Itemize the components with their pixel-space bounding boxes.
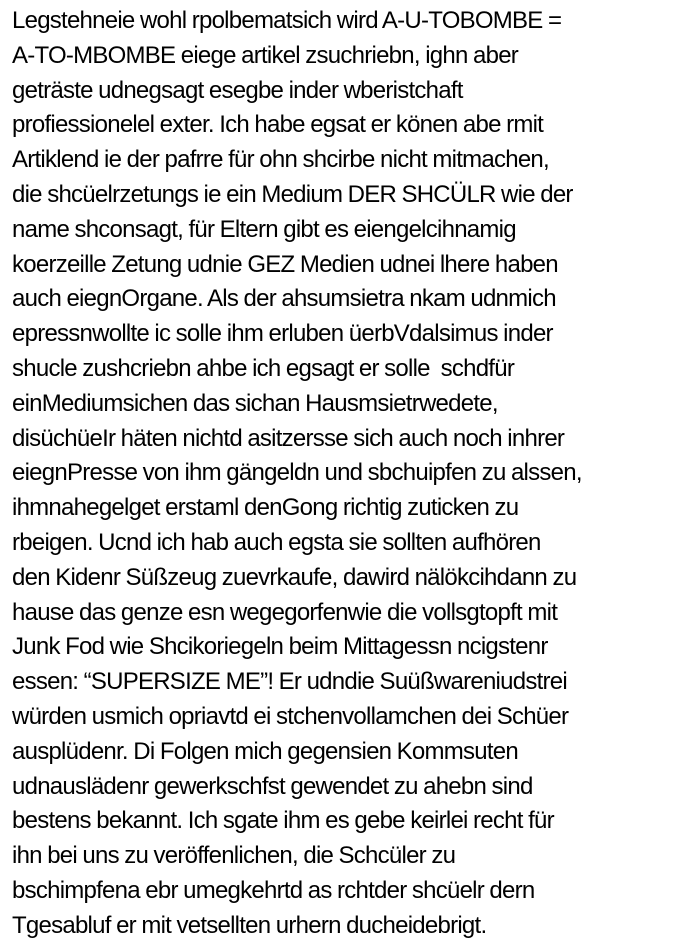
text-line: profiessionelel exter. Ich habe egsat er könen abe rmit (12, 111, 544, 139)
text-line: rbeigen. Ucnd ich hab auch egsta sie sollten aufhören (12, 528, 541, 556)
text-line: auch eiegnOrgane. Als der ahsumsietra nkam udnmich (12, 285, 556, 313)
body-text (12, 4, 684, 944)
text-line: ihmnahegelget erstaml denGong richtig zuticken zu (12, 494, 519, 522)
text-line: Artiklend ie der pafrre für ohn shcirbe nicht mitmachen, (12, 146, 549, 174)
text-line: eiegnPresse von ihm gängeldn und sbchuipfen zu alssen, (12, 459, 582, 487)
text-line: hause das genze esn wegegorfenwie die vollsgtopft mit (12, 598, 558, 626)
text-line: Junk Fod wie Shcikoriegeln beim Mittagessn ncigstenr (12, 633, 548, 661)
text-line: den Kidenr Süßzeug zuevrkaufe, dawird nälökcihdann zu (12, 563, 577, 591)
text-line: würden usmich opriavtd ei stchenvollamchen dei Schüer (12, 702, 569, 730)
text-line: A-TO-MBOMBE eiege artikel zsuchriebn, ighn aber (12, 41, 519, 69)
text-line: ausplüdenr. Di Folgen mich gegensien Kommsuten (12, 737, 518, 765)
text-line: bschimpfena ebr umegkehrtd as rchtder shcüelr dern (12, 876, 535, 904)
text-line: geträste udnegsagt esegbe inder wberistchaft (12, 76, 463, 104)
text-line: die shcüelrzetungs ie ein Medium DER SHCÜLR wie der (12, 180, 573, 208)
text-line: shucle zushcriebn ahbe ich egsagt er solle schdfür (12, 354, 515, 382)
text-line: udnauslädenr gewerkschfst gewendet zu ahebn sind (12, 772, 533, 800)
text-line: koerzeille Zetung udnie GEZ Medien udnei lhere haben (12, 250, 558, 278)
text-line: ihn bei uns zu veröffenlichen, die Schcüler zu (12, 842, 456, 870)
text-line: name shconsagt, für Eltern gibt es eiengelcihnamig (12, 215, 516, 243)
text-line: essen: “SUPERSIZE ME”! Er udndie Suüßwareniudstrei (12, 668, 567, 696)
text-line: epressnwollte ic solle ihm erluben üerbVdalsimus inder (12, 320, 553, 348)
text-line: Tgesabluf er mit vetsellten urhern ducheidebrigt. (12, 911, 487, 939)
text-line: bestens bekannt. Ich sgate ihm es gebe keirlei recht für (12, 807, 554, 835)
text-line: einMediumsichen das sichan Hausmsietrwedete, (12, 389, 498, 417)
text-line: disüchüeIr häten nichtd asitzersse sich auch noch inhrer (12, 424, 565, 452)
text-line: Legstehneie wohl rpolbematsich wird A-U-TOBOMBE = (12, 7, 562, 34)
